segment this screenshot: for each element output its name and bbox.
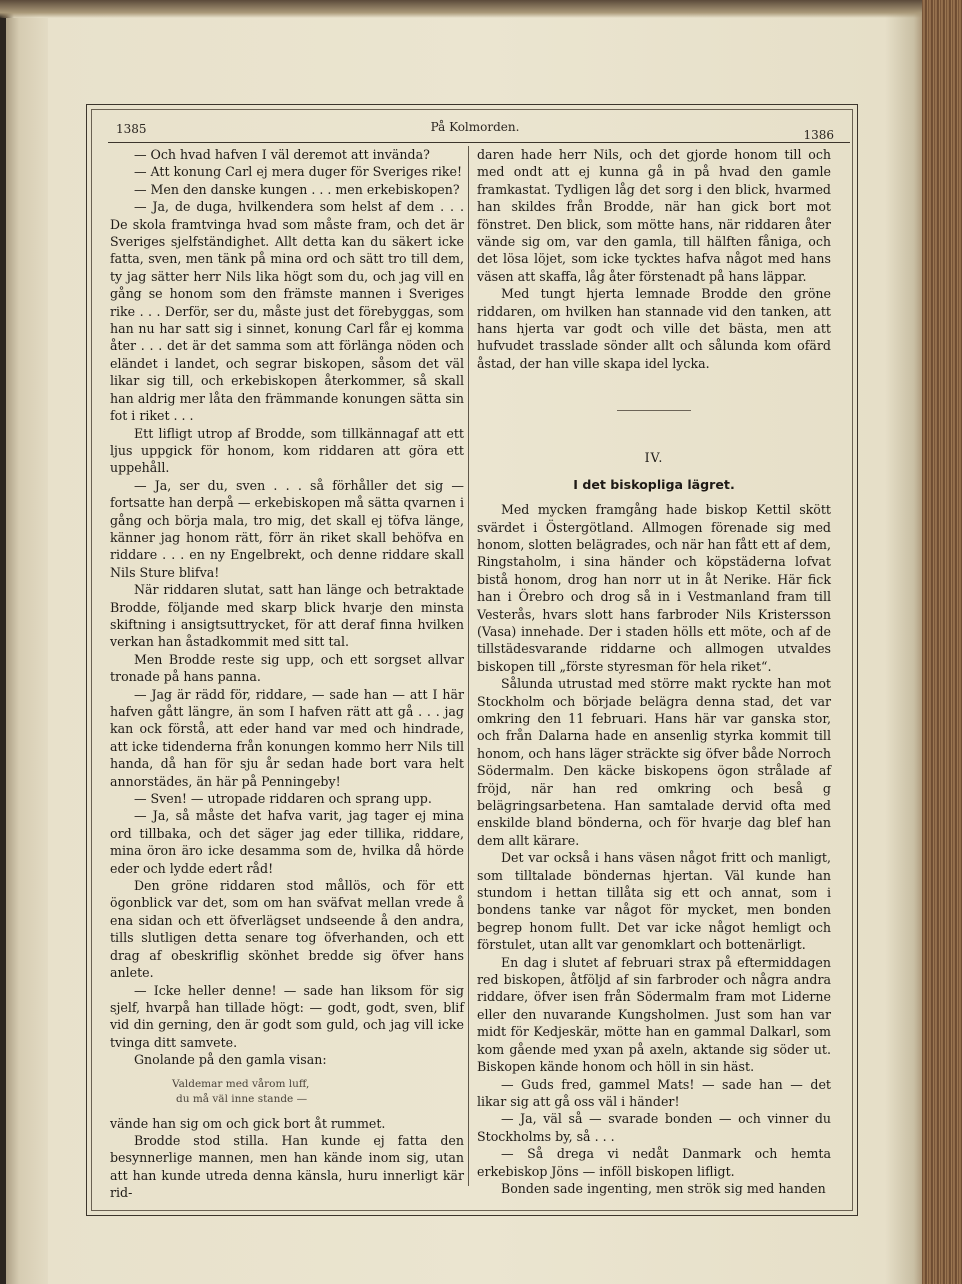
right-column <box>477 146 831 1197</box>
paragraph: — Ja, ser du, sven . . . så förhåller det sig — fortsatte han derpå — erkebiskopen må sätta qvarnen i gång och börja mala, tro mig, det skall ej töfva länge, känner jag honom rätt, förr än riket skall behöfva en riddare . . . en ny Engelbrekt, och denne riddare skall Nils Sture blifva! <box>110 477 464 580</box>
section-separator <box>617 410 691 411</box>
paragraph: Ett lifligt utrop af Brodde, som tillkännagaf att ett ljus uppgick för honom, kom riddaren att göra ett uppehåll. <box>110 425 464 476</box>
paragraph: När riddaren slutat, satt han länge och betraktade Brodde, följande med skarp blick hvarje den minsta skiftning i ansigtsuttrycket, för att deraf finna hvilken verkan han åstadkommit med sitt tal. <box>110 582 464 650</box>
paragraph: Bonden sade ingenting, men strök sig med handen <box>500 1180 826 1196</box>
previous-page-edge <box>0 18 48 1284</box>
paragraph: — Att konung Carl ej mera duger för Sveriges rike! <box>133 164 463 180</box>
page-number-right: 1386 <box>803 128 834 142</box>
chapter-number: IV. <box>644 450 664 466</box>
left-column <box>110 146 464 1202</box>
running-header <box>116 122 834 140</box>
paragraph: Det var också i hans väsen något fritt och manligt, som tilltalade böndernas hjertan. Väl kunde han stundom i hettan tillåta sig ett och annat, som i bondens tanke var något för mycket, men bonden begrep honom fullt. Det var icke något hemligt och förstulet, utan allt var genomklart och bottenärligt. <box>477 850 831 953</box>
running-title: På Kolmorden. <box>430 120 520 134</box>
verse-line: du må väl inne stande — <box>176 1092 308 1105</box>
chapter-title: I det biskopliga lägret. <box>573 476 735 492</box>
paragraph: — Och hvad hafven I väl deremot att invända? <box>133 147 430 162</box>
paragraph: daren hade herr Nils, och det gjorde honom till och med ondt att ej kunna gå in på hvad den gamle framkastat. Tydligen låg det sorg i den blick, hvarmed han skildes från Brodde, när han gick bort mot fönstret. Den blick, som mötte hans, när riddaren åter vände sig om, var den gamla, till hälften fåniga, och det lösa löjet, som icke tycktes hafva något med hans väsen att skaffa, låg åter förstenadt på hans läppar. <box>477 147 831 284</box>
verse-line: Valdemar med vårom luff, <box>172 1077 310 1090</box>
paragraph: — Icke heller denne! — sade han liksom för sig sjelf, hvarpå han tillade högt: — godt, godt, sven, blif vid din gerning, den är godt som guld, och jag vill icke tvinga ditt samvete. <box>110 982 464 1050</box>
column-divider <box>468 146 469 1186</box>
paragraph: Men Brodde reste sig upp, och ett sorgset allvar tronade på hans panna. <box>110 651 464 685</box>
paragraph: — Guds fred, gammel Mats! — sade han — det likar sig att gå oss väl i händer! <box>477 1076 831 1109</box>
paragraph: vände han sig om och gick bort åt rummet. <box>110 1115 386 1131</box>
paragraph: Gnolande på den gamla visan: <box>133 1052 327 1068</box>
paragraph: Med mycken framgång hade biskop Kettil skött svärdet i Östergötland. Allmogen förenade sig med honom, slotten belägrades, och när han fått ett af dem, Ringstaholm, i sina händer och köpstäderna lofvat bistå honom, drog han norr ut in åt Nerike. Här fick han i Örebro och drog så in i Vestmanland fram till Vesterås, hvars slott hans farbroder Nils Kristersson (Vasa) innehade. Der i staden hölls ett möte, och af de tillstädesvarande riddarne och allmogen utvaldes biskopen till „förste styresman för hela riket“. <box>477 502 831 674</box>
paragraph: — Sven! — utropade riddaren och sprang upp. <box>133 791 432 807</box>
paragraph: En dag i slutet af februari strax på eftermiddagen red biskopen, åtföljd af sin farbroder och några andra riddare, öfver isen från Södermalm fram mot Liderne eller den nuvarande Kungsholmen. Just som han var midt för Kedjeskär, mötte han en gammal Dalkarl, som kom gående med yxan på axeln, aktande sig söder ut. Biskopen kände honom och höll in sin häst. <box>477 954 831 1075</box>
paragraph: — Så drega vi nedåt Danmark och hemta erkebiskop Jöns — inföll biskopen lifligt. <box>477 1146 831 1179</box>
paragraph: Med tungt hjerta lemnade Brodde den gröne riddaren, om hvilken han stannade vid den tanken, att hans hjerta var godt och ville det bästa, men att hufvudet trasslade sönder allt och sålunda kom ofärd åstad, der han ville skapa idel lycka. <box>477 286 831 371</box>
book-top-edge <box>0 0 962 18</box>
verse-quote <box>110 1077 464 1107</box>
page-number-left: 1385 <box>116 122 147 136</box>
paragraph: — Ja, de duga, hvilkendera som helst af dem . . . De skola framtvinga hvad som måste fram, och det är Sveriges sjelfständighet. Allt detta kan du säkert icke fatta, sven, men tänk på mina ord och sätt tro till dem, ty jag sätter herr Nils lika högt som du, och jag vill en gång se honom som den främste mannen i Sveriges rike . . . Derför, ser du, måste just det förebyggas, som han nu har satt sig i sinnet, konung Carl får ej komma åter . . . det är det samma som att förlänga nöden och eländet i landet, och segrar biskopen, såsom det väl likar sig till, och erkebiskopen återkommer, så skall han aldrig mer låta den främmande konungen sätta sin fot i riket . . . <box>110 199 464 424</box>
paragraph: Brodde stod stilla. Han kunde ej fatta den besynnerlige mannen, men han kände inom sig, utan att han kunde utreda denna känsla, huru innerligt kär rid- <box>110 1132 464 1201</box>
header-rule <box>108 142 850 143</box>
paragraph: Den gröne riddaren stod mållös, och för ett ögonblick var det, som om han sväfvat mellan vrede å ena sidan och ett öfverlägset undseende å den andra, tills slutligen detta senare tog öfverhanden, och ett drag af obeskriflig skönhet bredde sig öfver hans anlete. <box>110 878 464 981</box>
paragraph: — Jag är rädd för, riddare, — sade han — att I här hafven gått längre, än som I hafven rätt att gå . . . jag kan ock förstå, att eder hand var med och hindrade, att icke tidenderna från konungen kommo herr Nils till handa, då han för sju år sedan hade bort vara helt annorstädes, än här på Penningeby! <box>110 686 464 789</box>
paragraph: — Men den danske kungen . . . men erkebiskopen? <box>133 181 460 197</box>
paragraph: Sålunda utrustad med större makt ryckte han mot Stockholm och började belägra denna stad, det var omkring den 11 februari. Hans här var ganska stor, och från Dalarna hade en ansenlig styrka kommit till honom, och hans läger sträckte sig öfver både Norroch Södermalm. Den käcke biskopens ögon strålade af fröjd, när han red omkring och beså g belägringsarbetena. Han samtalade dervid ofta med enskilde bland bönderna, och för hvarje dag blef han dem allt kärare. <box>477 676 831 848</box>
paragraph: — Ja, väl så — svarade bonden — och vinner du Stockholms by, så . . . <box>477 1111 831 1144</box>
paragraph: — Ja, så måste det hafva varit, jag tager ej mina ord tillbaka, och det säger jag eder tillika, riddare, mina öron äro icke desamma som de, hvilka då hörde eder och lydde edert råd! <box>110 808 464 876</box>
book-page-stack <box>922 0 962 1284</box>
